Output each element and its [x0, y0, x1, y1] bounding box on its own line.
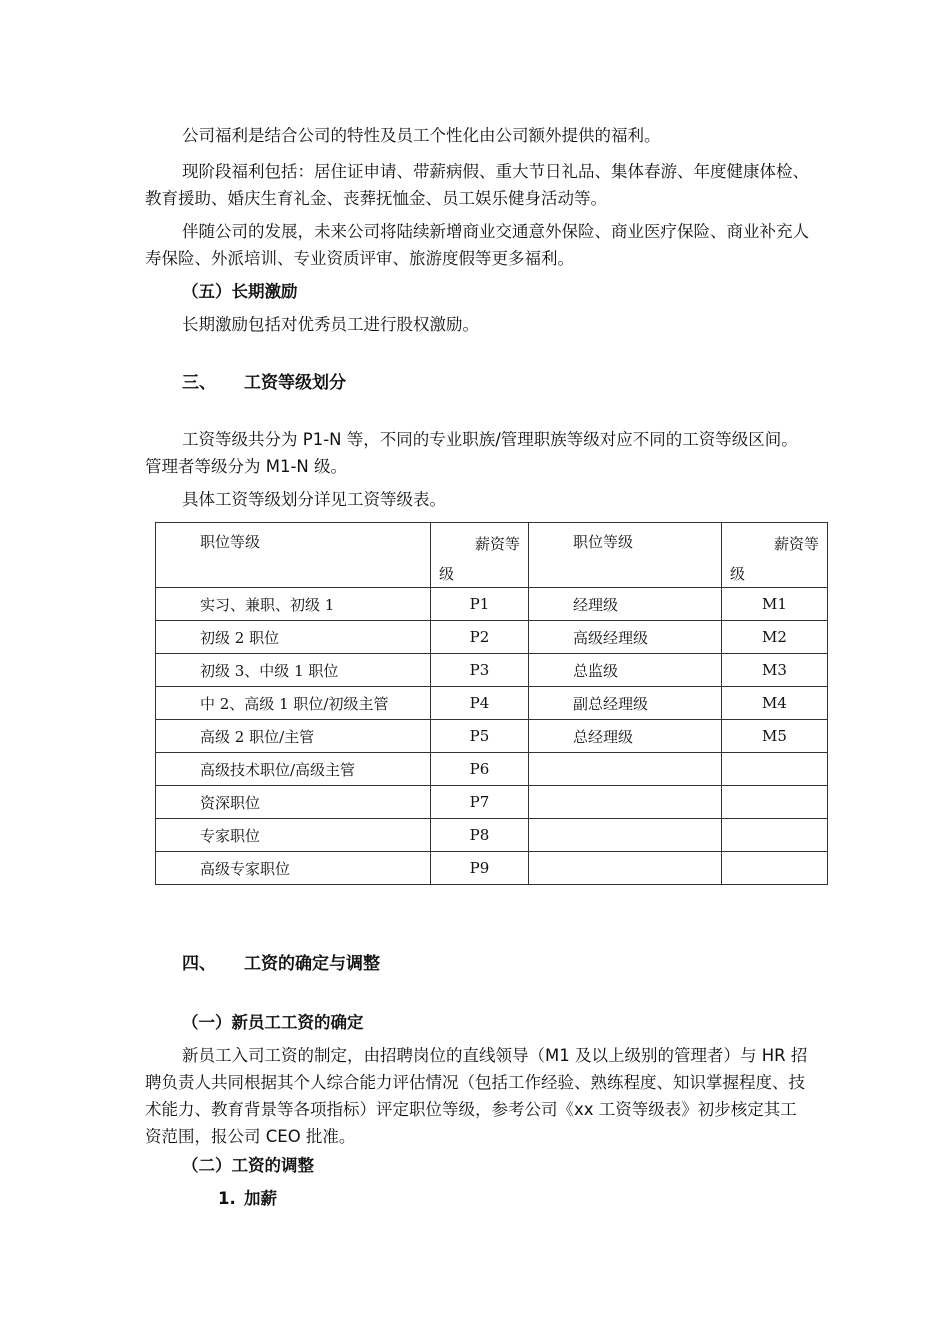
table-row [156, 753, 828, 786]
table-row [156, 687, 828, 720]
table-cell [722, 753, 828, 786]
paragraph-grade-table-ref: 具体工资等级划分详见工资等级表。 [182, 490, 446, 509]
table-row [156, 621, 828, 654]
table-cell: 资深职位 [156, 786, 431, 819]
table-cell: 高级技术职位/高级主管 [156, 753, 431, 786]
paragraph-future-welfare: 伴随公司的发展，未来公司将陆续新增商业交通意外保险、商业医疗保险、商业补充人寿保险、外派培训、专业资质评审、旅游度假等更多福利。 [145, 222, 809, 268]
table-cell: 经理级 [529, 588, 722, 621]
paragraph-long-term-incentive: 长期激励包括对优秀员工进行股权激励。 [182, 315, 479, 334]
table-cell: P6 [431, 753, 529, 786]
table-cell: 高级经理级 [529, 621, 722, 654]
table-cell: P2 [431, 621, 529, 654]
list-item-title: 加薪 [244, 1189, 277, 1208]
section-number: 三、 [182, 373, 216, 393]
table-cell [529, 786, 722, 819]
table-cell: P5 [431, 720, 529, 753]
table-cell [529, 819, 722, 852]
heading-long-term-incentive: （五）长期激励 [182, 282, 298, 301]
table-row [156, 852, 828, 885]
table-cell: 高级专家职位 [156, 852, 431, 885]
table-row [156, 819, 828, 852]
table-cell: P3 [431, 654, 529, 687]
header-salary-grade-p: 薪资等 级 [431, 523, 529, 588]
paragraph-grade-overview: 工资等级共分为 P1-N 等，不同的专业职族/管理职族等级对应不同的工资等级区间。管理者等级分为 M1-N 级。 [145, 430, 798, 476]
table-row [156, 588, 828, 621]
table-row [156, 720, 828, 753]
table-cell: M5 [722, 720, 828, 753]
table-cell: 实习、兼职、初级 1 [156, 588, 431, 621]
table-cell: P8 [431, 819, 529, 852]
table-cell: P7 [431, 786, 529, 819]
section-heading-3 [182, 370, 346, 397]
section-title: 工资等级划分 [244, 373, 346, 393]
table-cell: P1 [431, 588, 529, 621]
table-cell: 副总经理级 [529, 687, 722, 720]
paragraph-current-welfare: 现阶段福利包括：居住证申请、带薪病假、重大节日礼品、集体春游、年度健康体检、教育援助、婚庆生育礼金、丧葬抚恤金、员工娱乐健身活动等。 [145, 162, 809, 208]
table-cell: P9 [431, 852, 529, 885]
heading-new-employee-salary: （一）新员工工资的确定 [182, 1013, 364, 1032]
table-cell [722, 786, 828, 819]
table-row [156, 654, 828, 687]
table-cell: 初级 2 职位 [156, 621, 431, 654]
heading-salary-adjustment: （二）工资的调整 [182, 1156, 314, 1175]
section-number: 四、 [182, 954, 216, 974]
table-header-row [156, 523, 828, 588]
table-row [156, 786, 828, 819]
header-position-grade-management: 职位等级 [529, 523, 722, 588]
list-item-raise [218, 1185, 277, 1212]
table-cell: P4 [431, 687, 529, 720]
header-position-grade-professional: 职位等级 [156, 523, 431, 588]
list-item-number: 1. [218, 1189, 236, 1208]
salary-grade-table [155, 522, 828, 885]
table-cell: 总经理级 [529, 720, 722, 753]
table-cell: 初级 3、中级 1 职位 [156, 654, 431, 687]
section-title: 工资的确定与调整 [244, 954, 380, 974]
section-heading-4 [182, 951, 380, 978]
table-cell: 中 2、高级 1 职位/初级主管 [156, 687, 431, 720]
table-cell: M4 [722, 687, 828, 720]
table-cell [529, 852, 722, 885]
header-salary-grade-m: 薪资等 级 [722, 523, 828, 588]
paragraph-welfare-definition: 公司福利是结合公司的特性及员工个性化由公司额外提供的福利。 [182, 126, 661, 145]
table-cell [722, 819, 828, 852]
table-cell: M1 [722, 588, 828, 621]
paragraph-new-employee-salary: 新员工入司工资的制定，由招聘岗位的直线领导（M1 及以上级别的管理者）与 HR 招聘负责人共同根据其个人综合能力评估情况（包括工作经验、熟练程度、知识掌握程度、技术能力、教育背景等各项指标）评定职位等级，参考公司《xx 工资等级表》初步核定其工资范围，报公司 CEO 批准。 [145, 1046, 808, 1146]
table-cell: M3 [722, 654, 828, 687]
table-cell: M2 [722, 621, 828, 654]
table-cell [722, 852, 828, 885]
table-cell [529, 753, 722, 786]
table-cell: 专家职位 [156, 819, 431, 852]
table-cell: 高级 2 职位/主管 [156, 720, 431, 753]
table-cell: 总监级 [529, 654, 722, 687]
